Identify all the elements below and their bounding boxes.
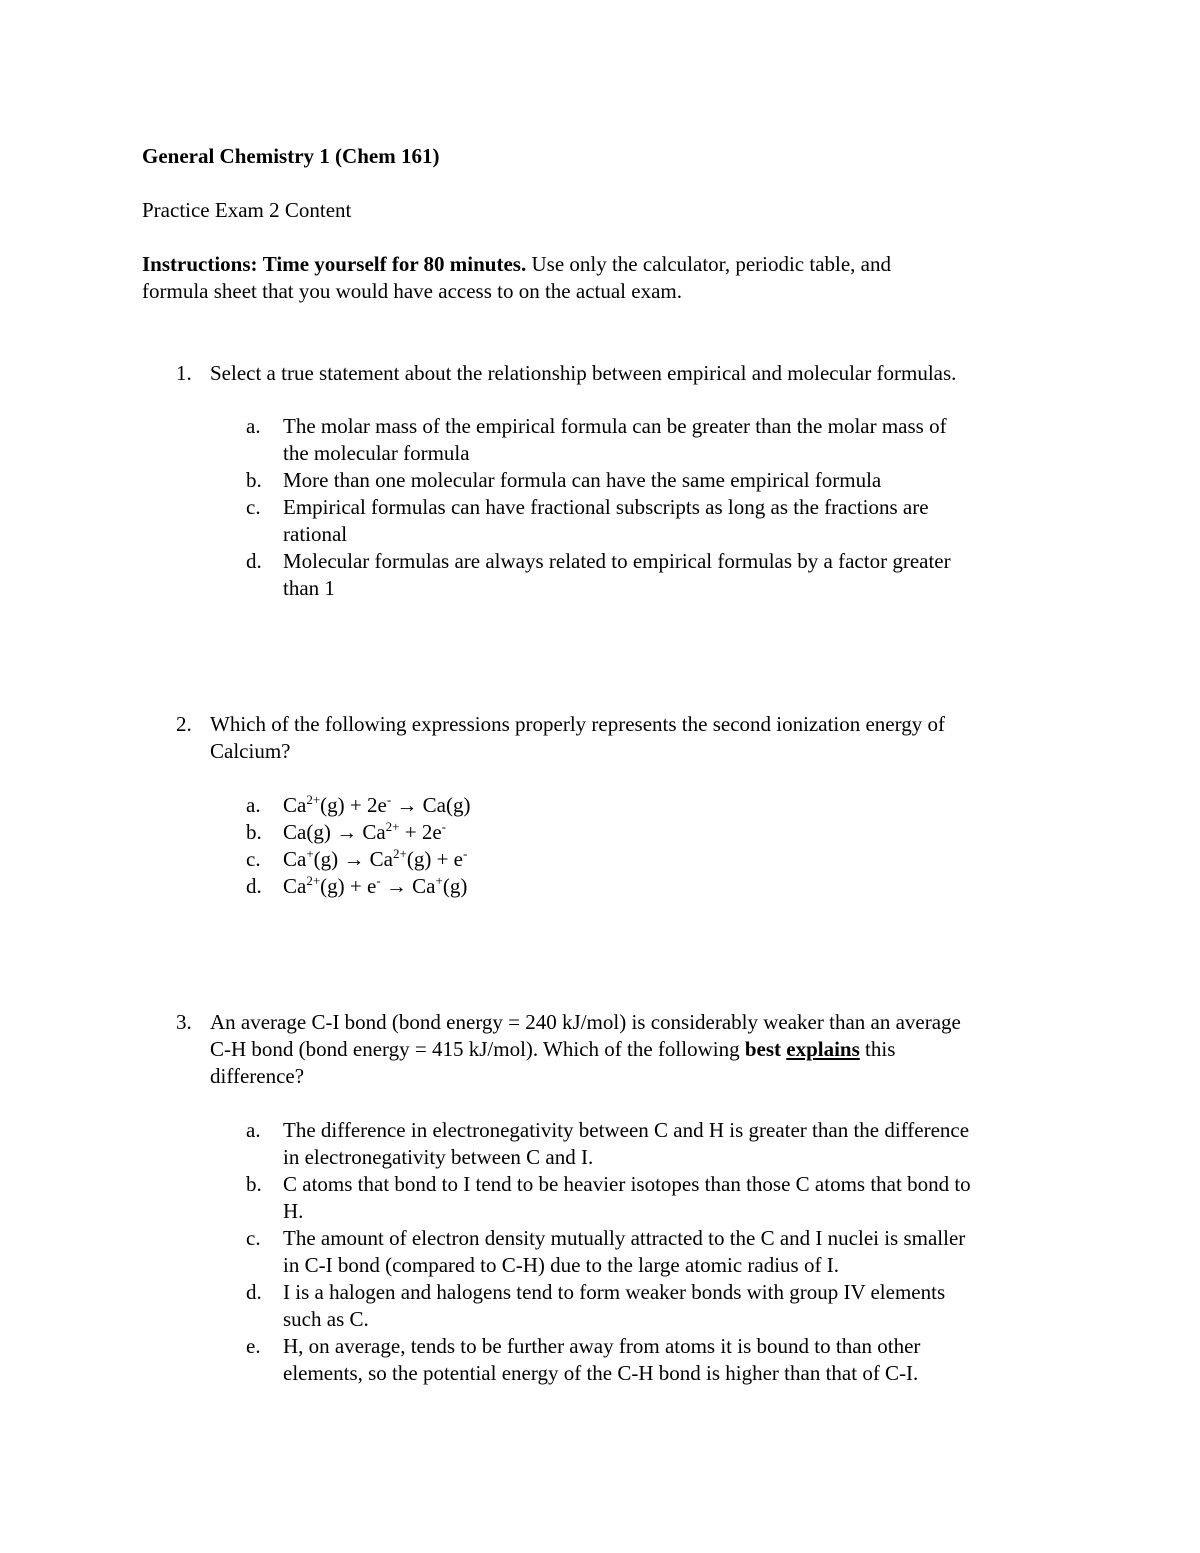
question-number: 3. [176, 1010, 192, 1034]
formula-part: (g) + 2e [320, 793, 387, 817]
option-formula [283, 873, 467, 900]
instructions-line-2: formula sheet that you would have access to on the actual exam. [142, 279, 682, 303]
question-number: 1. [176, 361, 192, 385]
question-line: difference? [210, 1064, 305, 1088]
option-d [241, 1279, 1071, 1333]
question-fragment: C-H bond (bond energy = 415 kJ/mol). Which of the following [210, 1037, 745, 1061]
option-letter: a. [246, 1118, 261, 1142]
option-letter: b. [246, 1172, 262, 1196]
option-letter: b. [246, 468, 262, 492]
question-1-options [241, 413, 1071, 602]
question-line [210, 1036, 961, 1063]
formula-part: Ca [283, 847, 307, 871]
formula-superscript: 2+ [306, 792, 321, 807]
option-d [241, 548, 1071, 602]
question-line: An average C-I bond (bond energy = 240 kJ/mol) is considerably weaker than an average [210, 1010, 961, 1034]
option-text [283, 1279, 945, 1333]
option-letter: b. [246, 820, 262, 844]
question-2-options [241, 792, 1071, 900]
question-text [210, 711, 945, 765]
formula-part: (g) → Ca [313, 847, 393, 871]
option-letter: c. [246, 847, 261, 871]
option-text [283, 1333, 920, 1387]
instructions-rest: Use only the calculator, periodic table, and [531, 252, 892, 276]
option-line: The amount of electron density mutually attracted to the C and I nuclei is smaller [283, 1226, 966, 1250]
question-1 [142, 360, 1072, 600]
option-text [283, 1117, 969, 1171]
option-text [283, 467, 881, 494]
option-line: elements, so the potential energy of the C-H bond is higher than that of C-I. [283, 1361, 919, 1385]
option-text [283, 413, 947, 467]
option-text [283, 494, 929, 548]
formula-part: → Ca(g) [391, 793, 471, 817]
option-d [241, 873, 1071, 900]
option-formula [283, 846, 467, 873]
option-line: I is a halogen and halogens tend to form weaker bonds with group IV elements [283, 1280, 946, 1304]
option-line: H, on average, tends to be further away from atoms it is bound to than other [283, 1334, 921, 1358]
option-e [241, 1333, 1071, 1387]
option-line: The molar mass of the empirical formula can be greater than the molar mass of [283, 414, 947, 438]
option-line: in C-I bond (compared to C-H) due to the large atomic radius of I. [283, 1253, 839, 1277]
option-c [241, 494, 1071, 548]
question-3-options [241, 1117, 1071, 1387]
option-a [241, 1117, 1071, 1171]
option-line: such as C. [283, 1307, 369, 1331]
question-text: Select a true statement about the relationship between empirical and molecular formulas. [210, 361, 957, 385]
option-letter: a. [246, 414, 261, 438]
formula-part: → Ca [380, 874, 436, 898]
formula-superscript: 2+ [385, 819, 400, 834]
formula-part: Ca [283, 874, 307, 898]
formula-part: (g) [442, 874, 468, 898]
formula-superscript: - [441, 819, 447, 834]
page-title: General Chemistry 1 (Chem 161) [142, 144, 440, 168]
option-line: in electronegativity between C and I. [283, 1145, 594, 1169]
option-letter: d. [246, 549, 262, 573]
option-letter: a. [246, 793, 261, 817]
option-letter: c. [246, 1226, 261, 1250]
option-b [241, 1171, 1071, 1225]
option-line: rational [283, 522, 348, 546]
formula-part: (g) + e [406, 847, 463, 871]
question-text [210, 1009, 961, 1090]
question-line: Which of the following expressions properly represents the second ionization energy of [210, 712, 945, 736]
option-letter: e. [246, 1334, 261, 1358]
formula-superscript: - [376, 873, 381, 888]
option-line: Molecular formulas are always related to empirical formulas by a factor greater [283, 549, 951, 573]
option-letter: d. [246, 874, 262, 898]
option-text [283, 1171, 971, 1225]
formula-part: Ca [283, 793, 307, 817]
formula-part: (g) + e [320, 874, 377, 898]
option-line: than 1 [283, 576, 335, 600]
formula-superscript: + [306, 846, 314, 861]
emphasis-best: best [744, 1037, 782, 1061]
formula-superscript: - [386, 792, 392, 807]
formula-superscript: - [463, 846, 468, 861]
formula-superscript: 2+ [306, 873, 321, 888]
question-fragment: this [859, 1037, 896, 1061]
option-c [241, 1225, 1071, 1279]
option-b [241, 467, 1071, 494]
option-line: More than one molecular formula can have the same empirical formula [283, 468, 882, 492]
option-a [241, 792, 1071, 819]
option-a [241, 413, 1071, 467]
option-line: the molecular formula [283, 441, 470, 465]
formula-part: + 2e [399, 820, 442, 844]
instructions-time: Time yourself for 80 minutes. [262, 252, 527, 276]
question-number: 2. [176, 712, 192, 736]
option-text [283, 548, 951, 602]
option-letter: d. [246, 1280, 262, 1304]
page-subtitle: Practice Exam 2 Content [142, 198, 352, 222]
instructions-line-1 [142, 251, 891, 278]
instructions-label: Instructions: [142, 252, 258, 276]
question-line: Calcium? [210, 739, 291, 763]
option-c [241, 846, 1071, 873]
option-b [241, 819, 1071, 846]
option-text [283, 1225, 965, 1279]
option-line: H. [283, 1199, 304, 1223]
option-line: C atoms that bond to I tend to be heavier isotopes than those C atoms that bond to [283, 1172, 971, 1196]
formula-superscript: + [435, 873, 443, 888]
option-formula [283, 792, 471, 819]
option-line: The difference in electronegativity between C and H is greater than the difference [283, 1118, 970, 1142]
formula-part: Ca(g) → Ca [283, 820, 386, 844]
option-letter: c. [246, 495, 261, 519]
question-3 [142, 1009, 1072, 1385]
option-line: Empirical formulas can have fractional subscripts as long as the fractions are [283, 495, 929, 519]
emphasis-explains: explains [786, 1037, 860, 1061]
option-formula [283, 819, 446, 846]
formula-superscript: 2+ [393, 846, 407, 861]
